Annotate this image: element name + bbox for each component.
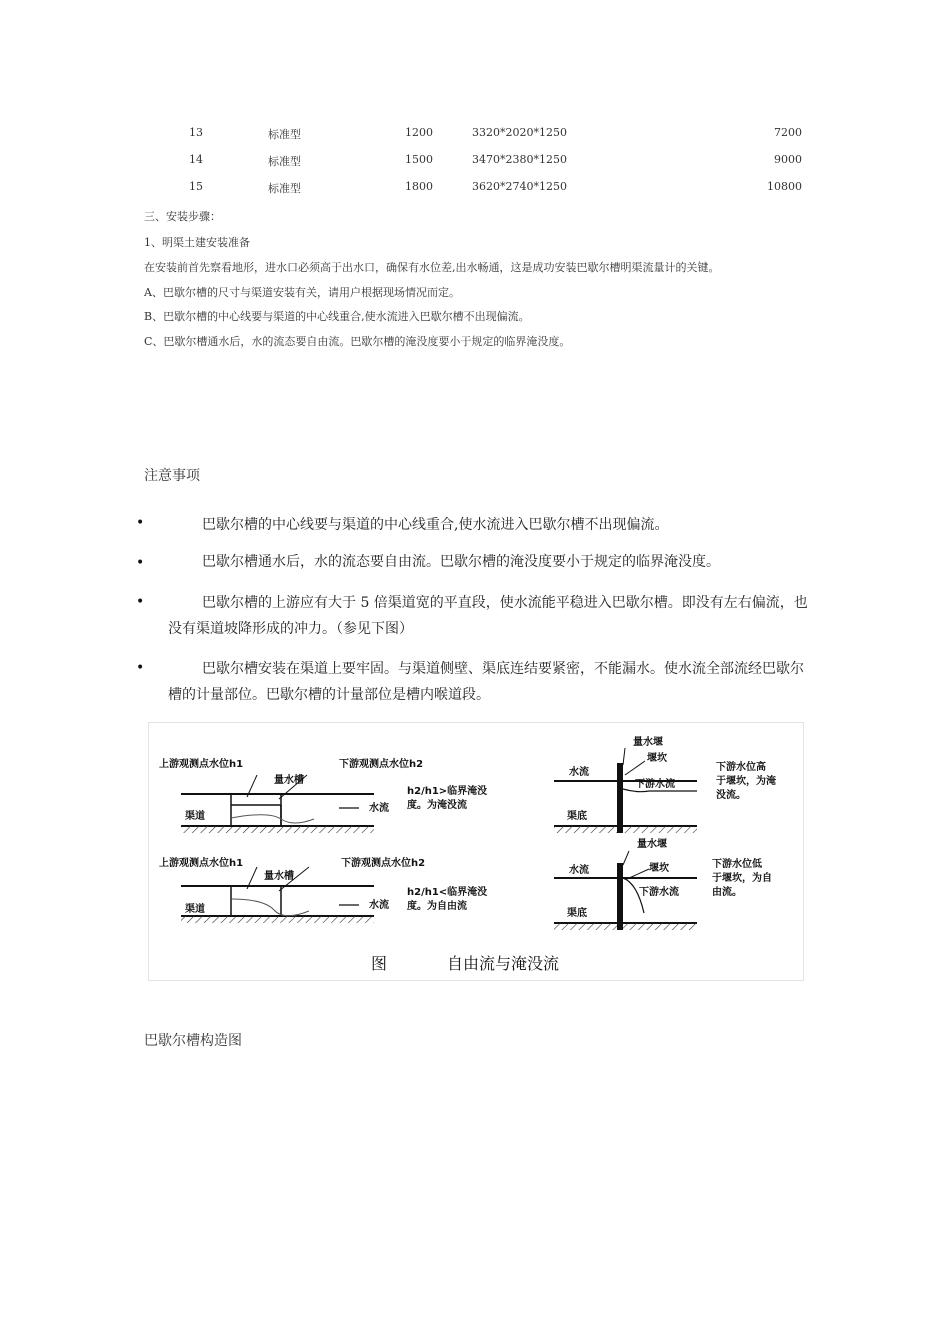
label-result: 度。为淹没流 — [407, 800, 467, 811]
cell-no: 15 — [189, 180, 203, 193]
install-intro: 在安装前首先察看地形，进水口必须高于出水口，确保有水位差,出水畅通，这是成功安装巴歇尔槽明渠流量计的关键。 — [144, 261, 720, 274]
label-note-1: 下游水位低 — [712, 859, 762, 870]
install-heading: 三、安装步骤： — [144, 210, 221, 223]
cell-width: 1200 — [405, 126, 433, 139]
cell-flow: 10800 — [767, 180, 802, 193]
label-water: 水流 — [569, 767, 589, 778]
label-downstream: 下游观测点水位h2 — [341, 858, 426, 869]
label-note-1: 下游水位高 — [716, 762, 766, 773]
diagram-submerged-flume — [159, 757, 488, 833]
structure-title: 巴歇尔槽构造图 — [144, 1033, 242, 1049]
cell-no: 13 — [189, 126, 203, 139]
install-item-c: C、巴歇尔槽通水后，水的流态要自由流。巴歇尔槽的淹没度要小于规定的临界淹没度。 — [144, 335, 571, 348]
label-down-water: 下游水流 — [635, 779, 675, 790]
diagram-free-weir — [554, 837, 772, 930]
label-weir: 量水堰 — [633, 737, 663, 748]
label-downstream: 下游观测点水位h2 — [339, 759, 424, 770]
cell-no: 14 — [189, 153, 203, 166]
cell-dims: 3470*2380*1250 — [472, 153, 567, 166]
label-ratio: h2/h1>临界淹没 — [407, 786, 488, 797]
flow-diagram — [149, 723, 803, 980]
cell-flow: 7200 — [774, 126, 802, 139]
notes-title: 注意事项 — [144, 468, 200, 484]
label-ratio: h2/h1<临界淹没 — [407, 887, 488, 898]
label-note-3: 由流。 — [712, 887, 742, 898]
note-item: 巴歇尔槽通水后，水的流态要自由流。巴歇尔槽的淹没度要小于规定的临界淹没度。 — [202, 554, 720, 570]
label-weir: 量水堰 — [637, 839, 667, 850]
label-channel: 渠道 — [185, 811, 205, 822]
label-crest: 堰坎 — [649, 863, 669, 874]
label-down-water: 下游水流 — [639, 887, 679, 898]
cell-flow: 9000 — [774, 153, 802, 166]
label-note-2: 于堰坎，为淹 — [716, 776, 776, 787]
label-upstream: 上游观测点水位h1 — [159, 759, 244, 770]
cell-dims: 3620*2740*1250 — [472, 180, 567, 193]
cell-width: 1800 — [405, 180, 433, 193]
figure-caption-label: 图 — [371, 954, 388, 973]
install-item-a: A、巴歇尔槽的尺寸与渠道安装有关，请用户根据现场情况而定。 — [144, 286, 460, 299]
table-row — [0, 180, 950, 196]
flow-figure — [148, 722, 804, 981]
bullet-icon: • — [136, 660, 145, 676]
label-water: 水流 — [569, 865, 589, 876]
cell-dims: 3320*2020*1250 — [472, 126, 567, 139]
label-water: 水流 — [369, 900, 389, 911]
label-note-2: 于堰坎，为自 — [712, 873, 772, 884]
install-item-b: B、巴歇尔槽的中心线要与渠道的中心线重合,使水流进入巴歇尔槽不出现偏流。 — [144, 310, 530, 323]
label-channel: 渠道 — [185, 904, 205, 915]
note-item: 巴歇尔槽安装在渠道上要牢固。与渠道侧壁、渠底连结要紧密，不能漏水。使水流全部流经巴歇尔槽的计量部位。巴歇尔槽的计量部位是槽内喉道段。 — [168, 661, 804, 703]
label-water: 水流 — [369, 803, 389, 814]
figure-caption-title: 自由流与淹没流 — [447, 954, 560, 973]
bullet-icon: • — [136, 555, 145, 571]
diagram-submerged-weir — [554, 735, 776, 833]
diagram-free-flume — [159, 856, 488, 923]
bullet-icon: • — [136, 594, 145, 610]
label-result: 度。为自由流 — [407, 901, 467, 912]
label-note-3: 没流。 — [716, 790, 746, 801]
cell-type: 标准型 — [268, 155, 301, 168]
note-item: 巴歇尔槽的上游应有大于 5 倍渠道宽的平直段，使水流能平稳进入巴歇尔槽。即没有左右偏流，也没有渠道坡降形成的冲力。（参见下图） — [168, 595, 808, 637]
label-flume: 量水槽 — [264, 871, 294, 882]
cell-type: 标准型 — [268, 128, 301, 141]
table-row — [0, 126, 950, 142]
label-crest: 堰坎 — [647, 753, 667, 764]
label-flume: 量水槽 — [274, 775, 304, 786]
label-bottom: 渠底 — [567, 811, 587, 822]
label-bottom: 渠底 — [567, 908, 587, 919]
cell-width: 1500 — [405, 153, 433, 166]
cell-type: 标准型 — [268, 182, 301, 195]
note-item: 巴歇尔槽的中心线要与渠道的中心线重合,使水流进入巴歇尔槽不出现偏流。 — [202, 517, 669, 533]
install-step-1: 1、明渠土建安装准备 — [144, 236, 250, 249]
table-row — [0, 153, 950, 169]
label-upstream: 上游观测点水位h1 — [159, 858, 244, 869]
bullet-icon: • — [136, 515, 145, 531]
